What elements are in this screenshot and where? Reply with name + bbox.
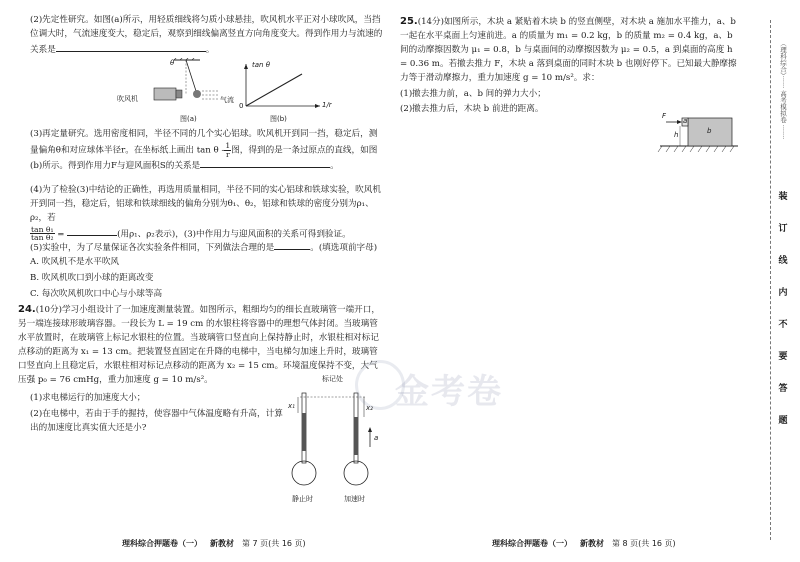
question-25-part-2: (2)撤去推力后，木块 b 前进的距离。 — [400, 104, 544, 114]
footer-title: 理科综合押题卷（一） — [122, 539, 202, 548]
block-a-label: a — [683, 117, 688, 125]
question-4-text: (4)为了检验(3)中结论的正确性，再选用质量相同，半径不同的实心铝球和铁球实验，吹风机开到同一挡，稳定后，铝球和铁球细线的偏角分别为θ₁、θ₂，铝球和铁球的密度分别为ρ₁、ρ₂，若 $\frac{\text{tan θ₁}}{\text{tan θ₂}}$ = (用ρ₁、ρ₂表示)，(3)中作用力与迎风面积的关系可得到验证。 — [30, 185, 381, 243]
x2-label: x₂ — [366, 404, 373, 412]
question-25-part-1: (1)撤去推力前，a、b 间的弹力大小； — [400, 89, 546, 99]
option-b: B. 吹风机吹口到小球的距离改变 — [30, 273, 154, 283]
footer-tag: 新教材 — [580, 539, 604, 548]
acceleration-label: a — [374, 434, 379, 442]
accelerating-caption: 加速时 — [344, 495, 365, 503]
airflow-label: 气流 — [220, 96, 234, 104]
answer-blank — [67, 226, 117, 236]
sidebar-char: 内 — [778, 288, 788, 298]
answer-blank — [56, 42, 206, 52]
blower-label: 吹风机 — [117, 95, 138, 103]
graph-y-label: tan θ — [252, 61, 270, 69]
block-b-label: b — [707, 127, 712, 135]
sidebar-char: 不 — [778, 320, 788, 330]
fraction-1-over-r: $\frac{1}{r}$ — [225, 140, 231, 159]
question-3-text: (3)再定量研究。选用密度相同，半径不同的几个实心铝球。吹风机开到同一挡，稳定后，测量偏角θ和对应球体半径r。在坐标纸上画出 tan θ - $\frac{1}{r}$ 图，得到的是一条过原点的直线，如图(b)所示。得到作用力F与迎风面积S的关系是 。 — [30, 129, 378, 172]
question-5-text: (5)实验中，为了尽量保证各次实验条件相同，下列做法合理的是 。(填选项前字母) — [30, 240, 385, 256]
footer-left — [122, 538, 314, 551]
figure-a-diagram — [140, 58, 230, 113]
figure-a-caption: 图(a) — [180, 115, 197, 123]
question-24-part-2: (2)在电梯中，若由于手的握持，使容器中气体温度略有升高，计算出的加速度比真实值大还是小? — [30, 409, 283, 433]
sidebar-char: 题 — [778, 416, 788, 426]
watermark-text: 金考卷 — [395, 372, 503, 412]
theta-label: θ — [170, 59, 175, 67]
sidebar-char: 答 — [778, 384, 788, 394]
option-a: A. 吹风机不是水平吹风 — [30, 257, 120, 267]
question-2-text: (2)先定性研究。如图(a)所示，用轻质细线将匀质小球悬挂，吹风机水平正对小球吹风，当挡位调大时，气流速度变大，稳定后，观察到细线偏离竖直方向角度变大。得到作用力与流速的关系是 。 — [30, 15, 383, 55]
question-25-text: 25.(14分)如图所示，木块 a 紧贴着木块 b 的竖直侧壁，对木块 a 施加水平推力，a、b 一起在水平桌面上匀速前进。a 的质量为 m₁ = 0.2 kg，b 的质量 m₂ = 0.4 kg，a、b 间的动摩擦因数为 μ₁ = 0.8，b 与桌面间的动摩擦因数为 μ₂ = 0.5，a 到桌面的高度 h = 0.36 m。若撤去推力 F，木块 a 落到桌面的同时木块 b 也刚好停下。已知最大静摩擦力等于滑动摩擦力，重力加速度 g = 10 m/s²。求： — [400, 16, 737, 83]
height-label: h — [674, 131, 679, 139]
fraction-tan-ratio: $\frac{\text{tan θ₁}}{\text{tan θ₂}}$ — [31, 224, 54, 243]
left-page — [18, 0, 385, 562]
at-rest-caption: 静止时 — [292, 495, 313, 503]
mark-label: 标记处 — [322, 375, 343, 383]
footer-title: 理科综合押题卷（一） — [492, 539, 572, 548]
question-24-part-1: (1)求电梯运行的加速度大小； — [30, 393, 146, 403]
graph-x-label: 1/r — [322, 101, 332, 109]
footer-page-number: 第 7 页(共 16 页) — [242, 539, 306, 548]
question-24-text: 24.(10分)学习小组设计了一加速度测量装置。如图所示，粗细均匀的细长直玻璃管一端开口，另一端连接球形玻璃容器。一段长为 L = 19 cm 的水银柱将容器中的理想气体封闭。当玻璃管水平放置时，在玻璃管上标记水银柱的位置。当玻璃管口竖直向上保持静止时，水银柱相对标记点移动的距离为 x₁ = 13 cm。把装置竖直固定在升降的电梯中，当电梯匀加速上升时，玻璃管口竖直向上且稳定后，水银柱相对标记点移动的距离为 x₂ = 15 cm。环境温度保持不变，大气压强 p₀ = 76 cmHg，重力加速度 g = 10 m/s²。 — [18, 304, 380, 385]
right-page — [400, 0, 740, 562]
figure-25-diagram — [656, 112, 741, 154]
answer-blank — [274, 240, 310, 250]
sidebar-char: 线 — [778, 256, 788, 266]
option-c: C. 每次吹风机吹口中心与小球等高 — [30, 289, 163, 299]
footer-right — [492, 538, 684, 551]
question-25-number: 25. — [400, 16, 418, 27]
footer-tag: 新教材 — [210, 539, 234, 548]
sidebar-char: 订 — [778, 224, 788, 234]
answer-blank — [200, 158, 330, 168]
figure-b-caption: 图(b) — [270, 115, 287, 123]
question-24-number: 24. — [18, 304, 36, 315]
sidebar-small-text: （理科综合）······ 高考模拟卷 ······· — [779, 40, 787, 140]
sidebar-char: 装 — [778, 192, 788, 202]
force-label: F — [662, 112, 667, 120]
sidebar-char: 要 — [778, 352, 788, 362]
x1-label: x₁ — [288, 402, 295, 410]
graph-origin: 0 — [239, 102, 244, 110]
binding-line — [770, 20, 771, 540]
footer-page-number: 第 8 页(共 16 页) — [612, 539, 676, 548]
